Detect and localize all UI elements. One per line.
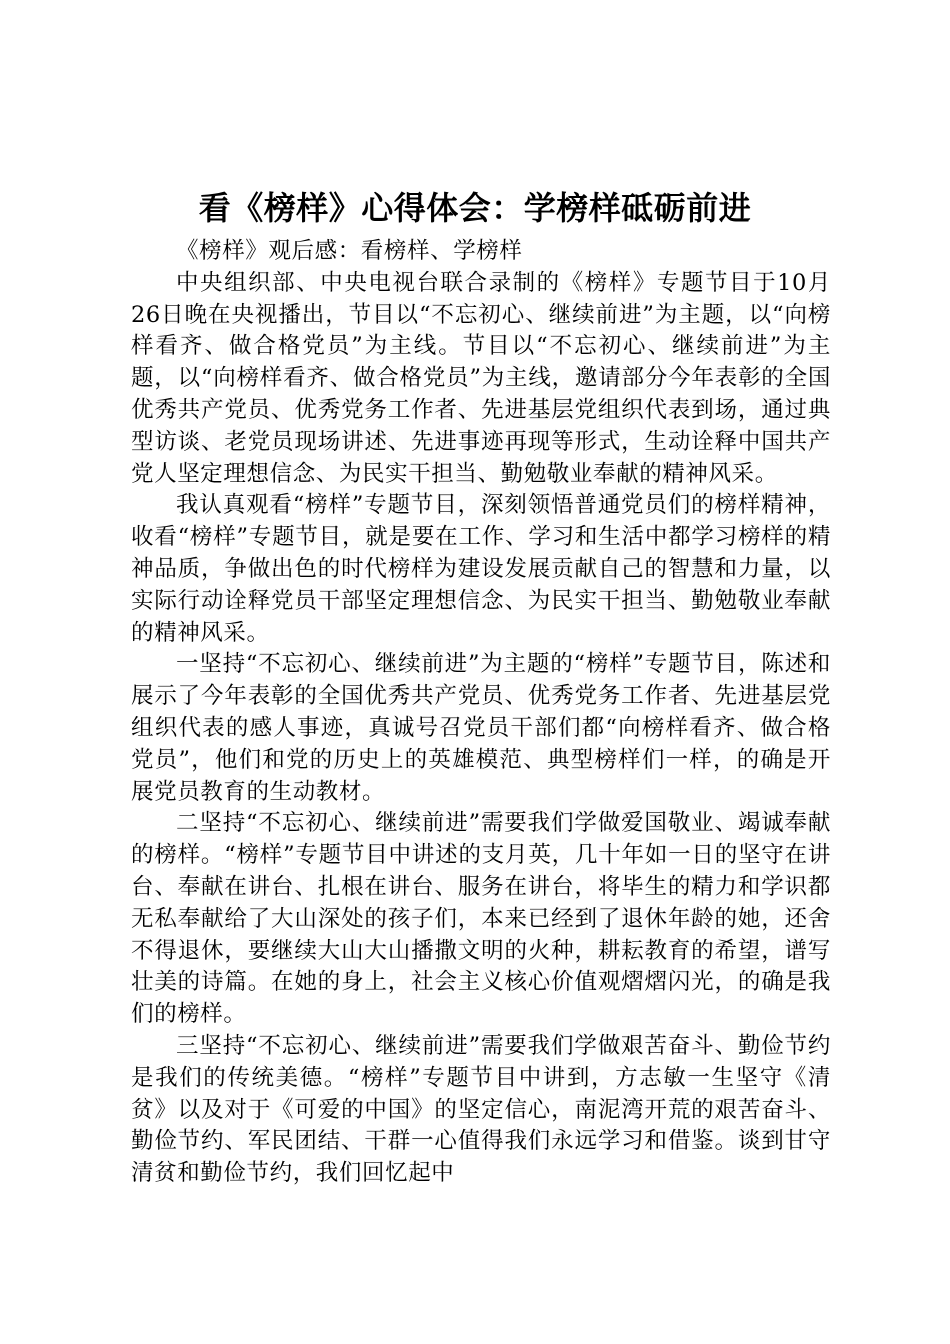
body-paragraph: 三坚持“不忘初心、继续前进”需要我们学做艰苦奋斗、勤俭节约是我们的传统美德。“榜样”专题节目中讲到，方志敏一生坚守《清贫》以及对于《可爱的中国》的坚定信心，南泥湾开荒的艰苦奋斗、勤俭节约、军民团结、干群一心值得我们永远学习和借鉴。谈到甘守清贫和勤俭节约，我们回忆起中	[131, 1032, 831, 1187]
document-body	[131, 236, 831, 1190]
body-paragraph: 一坚持“不忘初心、继续前进”为主题的“榜样”专题节目，陈述和展示了今年表彰的全国优秀共产党员、优秀党务工作者、先进基层党组织代表的感人事迹，真诚号召党员干部们都“向榜样看齐、做合格党员”，他们和党的历史上的英雄模范、典型榜样们一样，的确是开展党员教育的生动教材。	[131, 651, 831, 805]
body-paragraph: 我认真观看“榜样”专题节目，深刻领悟普通党员们的榜样精神，收看“榜样”专题节目，就是要在工作、学习和生活中都学习榜样的精神品质，争做出色的时代榜样为建设发展贡献自己的智慧和力量，以实际行动诠释党员干部坚定理想信念、为民实干担当、勤勉敬业奉献的精神风采。	[131, 492, 831, 646]
document-title: 看《榜样》心得体会：学榜样砥砺前进	[198, 189, 752, 227]
body-paragraph: 中央组织部、中央电视台联合录制的《榜样》专题节目于10月26日晚在央视播出，节目以“不忘初心、继续前进”为主题，以“向榜样看齐、做合格党员”为主线。节目以“不忘初心、继续前进”为主题，以“向榜样看齐、做合格党员”为主线，邀请部分今年表彰的全国优秀共产党员、优秀党务工作者、先进基层党组织代表到场，通过典型访谈、老党员现场讲述、先进事迹再现等形式，生动诠释中国共产党人坚定理想信念、为民实干担当、勤勉敬业奉献的精神风采。	[131, 269, 831, 487]
body-paragraph: 二坚持“不忘初心、继续前进”需要我们学做爱国敬业、竭诚奉献的榜样。“榜样”专题节目中讲述的支月英，几十年如一日的坚守在讲台、奉献在讲台、扎根在讲台、服务在讲台，将毕生的精力和学识都无私奉献给了大山深处的孩子们，本来已经到了退休年龄的她，还舍不得退休，要继续大山大山播撒文明的火种，耕耘教育的希望，谱写壮美的诗篇。在她的身上，社会主义核心价值观熠熠闪光，的确是我们的榜样。	[131, 810, 831, 1028]
subtitle-paragraph: 《榜样》观后感：看榜样、学榜样	[176, 238, 523, 264]
